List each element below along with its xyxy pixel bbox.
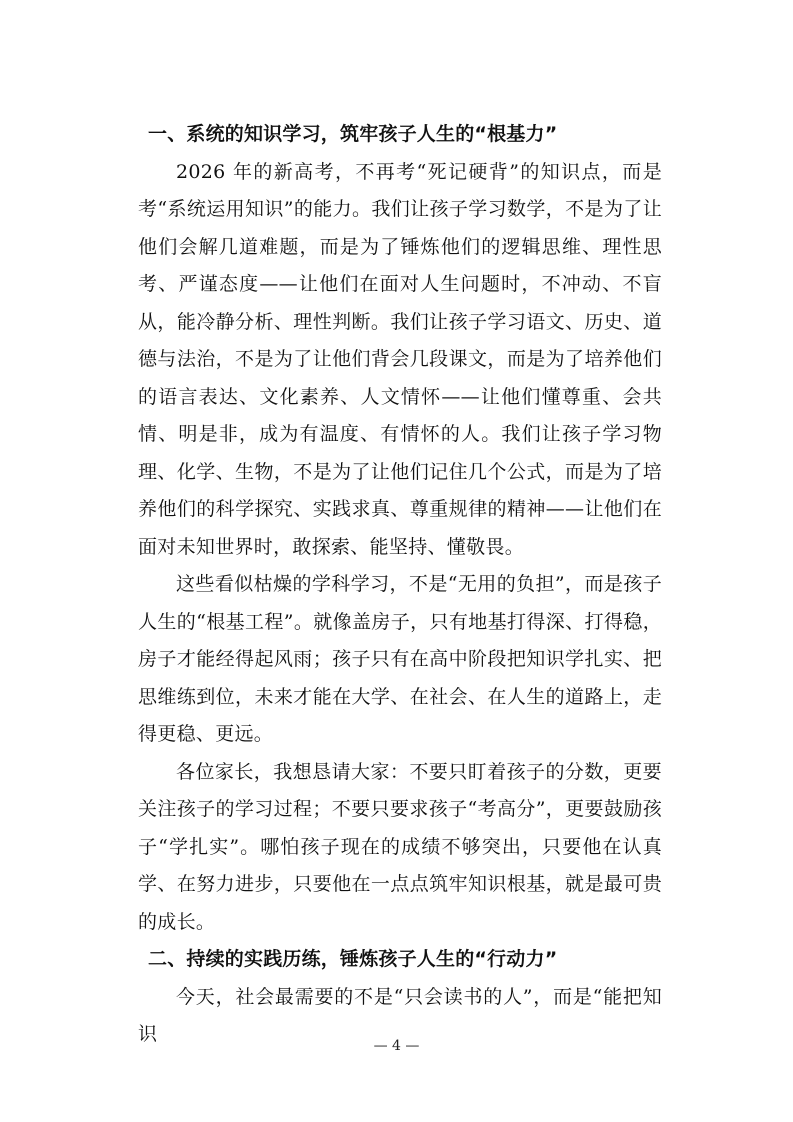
section-heading-2: 二、持续的实践历练，锤炼孩子人生的“行动力”: [148, 948, 558, 970]
paragraph: 2026 年的新高考，不再考“死记硬背”的知识点，而是考“系统运用知识”的能力。我们让孩子学习数学，不是为了让他们会解几道难题，而是为了锤炼他们的逻辑思维、理性思考、严谨态度——让他们在面对人生问题时，不冲动、不盲从，能冷静分析、理性判断。我们让孩子学习语文、历史、道德与法治，不是为了让他们背会几段课文，而是为了培养他们的语言表达、文化素养、人文情怀——让他们懂尊重、会共情、明是非，成为有温度、有情怀的人。我们让孩子学习物理、化学、生物，不是为了让他们记住几个公式，而是为了培养他们的科学探究、实践求真、尊重规律的精神——让他们在面对未知世界时，敢探索、能坚持、懂敬畏。: [138, 160, 662, 558]
page-body: [138, 116, 662, 1054]
paragraph: 各位家长，我想恳请大家：不要只盯着孩子的分数，更要关注孩子的学习过程；不要只要求孩子“考高分”，更要鼓励孩子“学扎实”。哪怕孩子现在的成绩不够突出，只要他在认真学、在努力进步，只要他在一点点筑牢知识根基，就是最可贵的成长。: [138, 760, 662, 933]
paragraph: 今天，社会最需要的不是“只会读书的人”，而是“能把知识: [138, 985, 662, 1045]
page-number: — 4 —: [373, 1038, 420, 1054]
section-heading-1: 一、系统的知识学习，筑牢孩子人生的“根基力”: [148, 123, 558, 145]
paragraph: 这些看似枯燥的学科学习，不是“无用的负担”，而是孩子人生的“根基工程”。就像盖房子，只有地基打得深、打得稳，房子才能经得起风雨；孩子只有在高中阶段把知识学扎实、把思维练到位，未来才能在大学、在社会、在人生的道路上，走得更稳、更远。: [138, 573, 662, 745]
